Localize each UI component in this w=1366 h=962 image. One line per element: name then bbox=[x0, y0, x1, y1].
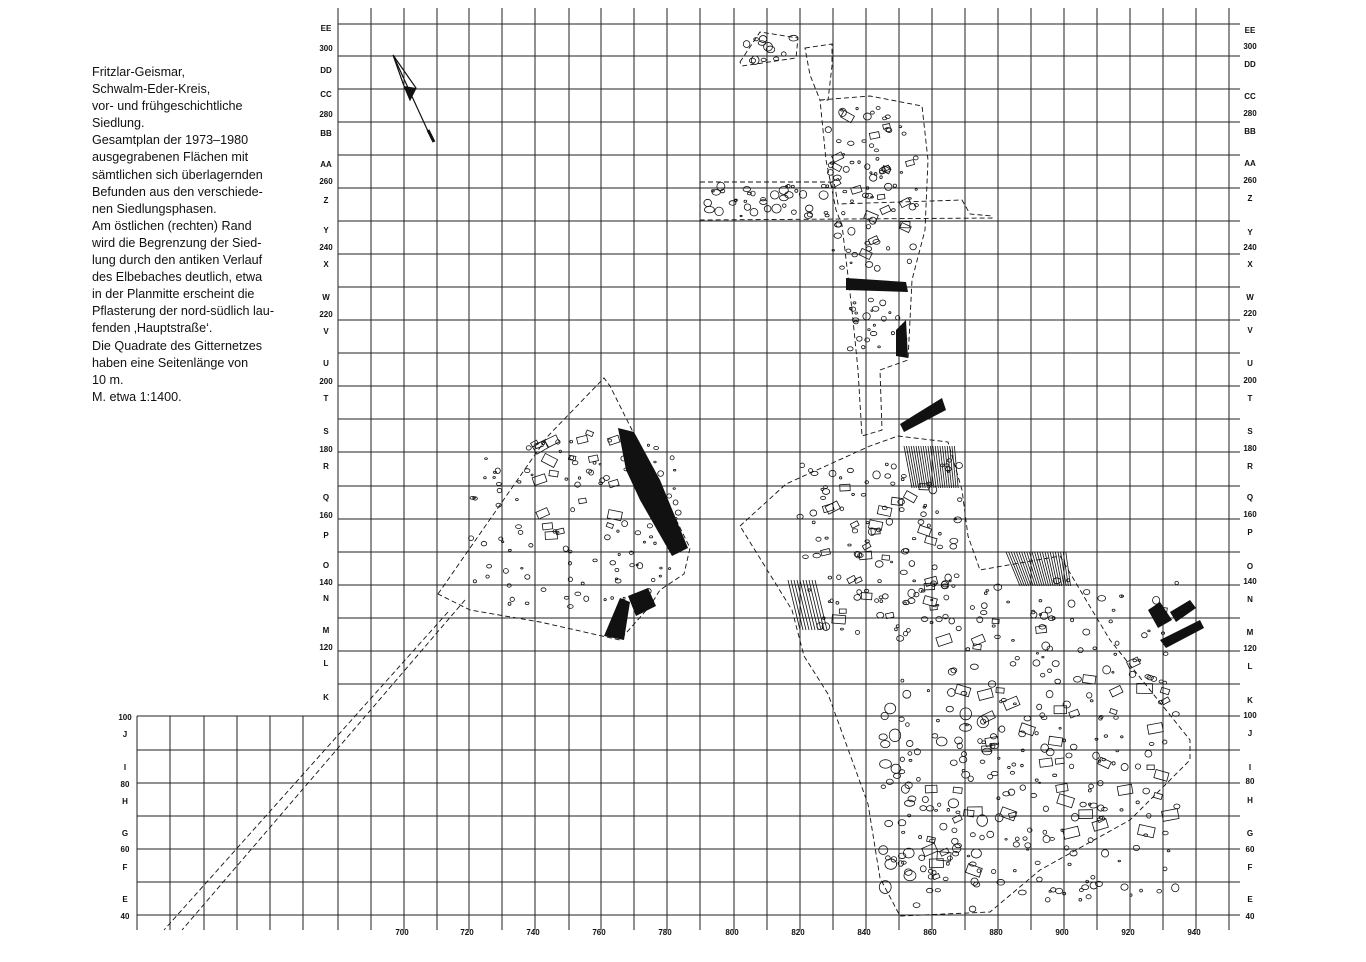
caption-line: Siedlung. bbox=[92, 116, 145, 131]
caption-line: wird die Begrenzung der Sied- bbox=[92, 235, 262, 250]
caption-line: Die Quadrate des Gitternetzes bbox=[92, 338, 263, 353]
grid-label: R bbox=[323, 462, 329, 471]
grid-label: Z bbox=[1247, 194, 1253, 203]
grid-label: Y bbox=[323, 226, 329, 235]
x-axis-label: 820 bbox=[791, 928, 805, 937]
grid-label: R bbox=[1247, 462, 1253, 471]
grid-label: X bbox=[1247, 260, 1253, 269]
grid-label: EE bbox=[320, 24, 332, 33]
grid-label: V bbox=[323, 327, 329, 336]
grid-label: J bbox=[122, 730, 128, 739]
grid-label: K bbox=[1247, 696, 1253, 705]
grid-label: 200 bbox=[1243, 376, 1257, 385]
grid-label: T bbox=[1247, 394, 1253, 403]
grid-label: U bbox=[1247, 359, 1253, 368]
grid-label: W bbox=[322, 293, 330, 302]
grid-label: 80 bbox=[120, 780, 130, 789]
grid-label: F bbox=[122, 863, 128, 872]
caption-line: des Elbebaches deutlich, etwa bbox=[92, 270, 263, 285]
caption-line: M. etwa 1:1400. bbox=[92, 389, 182, 404]
grid-label: AA bbox=[320, 160, 332, 169]
x-axis-label: 720 bbox=[460, 928, 474, 937]
grid-label: H bbox=[1247, 796, 1253, 805]
grid-label: K bbox=[323, 693, 329, 702]
caption-line: Schwalm-Eder-Kreis, bbox=[92, 82, 211, 97]
grid-label: 160 bbox=[319, 511, 333, 520]
caption-line: Pflasterung der nord-südlich lau- bbox=[92, 304, 275, 319]
grid-label: 300 bbox=[319, 44, 333, 53]
grid-label: L bbox=[1247, 662, 1253, 671]
grid-label: I bbox=[123, 763, 127, 772]
grid-label: 100 bbox=[118, 713, 132, 722]
grid-label: 40 bbox=[1245, 912, 1255, 921]
grid-label: 220 bbox=[319, 310, 333, 319]
x-axis-label: 740 bbox=[526, 928, 540, 937]
x-axis-label: 900 bbox=[1055, 928, 1069, 937]
grid-label: O bbox=[322, 561, 330, 570]
grid-label: N bbox=[1247, 595, 1253, 604]
grid-label: DD bbox=[1244, 60, 1256, 69]
grid-label: Q bbox=[322, 493, 330, 502]
grid-label: M bbox=[322, 626, 330, 635]
grid-label: 200 bbox=[319, 377, 333, 386]
grid-label: AA bbox=[1244, 159, 1256, 168]
grid-label: 280 bbox=[319, 110, 333, 119]
grid-label: J bbox=[1247, 729, 1253, 738]
grid-label: 140 bbox=[1243, 577, 1257, 586]
grid-labels bbox=[118, 24, 1257, 937]
grid-label: 40 bbox=[120, 912, 130, 921]
grid-label: V bbox=[1247, 326, 1253, 335]
caption-line: haben eine Seitenlänge von bbox=[92, 355, 249, 370]
caption-line: lung durch den antiken Verlauf bbox=[92, 253, 263, 268]
grid-label: 180 bbox=[319, 445, 333, 454]
grid-label: G bbox=[1246, 829, 1254, 838]
grid-label: Z bbox=[323, 196, 329, 205]
caption-line: ausgegrabenen Flächen mit bbox=[92, 150, 249, 165]
grid-label: CC bbox=[320, 90, 332, 99]
grid-label: S bbox=[1247, 427, 1253, 436]
grid-label: Q bbox=[1246, 493, 1254, 502]
grid-label: 220 bbox=[1243, 309, 1257, 318]
grid-label: CC bbox=[1244, 92, 1256, 101]
grid-label: 260 bbox=[319, 177, 333, 186]
x-axis-label: 700 bbox=[395, 928, 409, 937]
grid-label: 240 bbox=[319, 243, 333, 252]
grid-label: M bbox=[1246, 628, 1254, 637]
caption-line: sämtlichen sich überlagernden bbox=[92, 167, 263, 182]
grid-label: I bbox=[1248, 763, 1252, 772]
x-axis-label: 880 bbox=[989, 928, 1003, 937]
caption-line: vor- und frühgeschichtliche bbox=[92, 99, 243, 114]
x-axis-label: 860 bbox=[923, 928, 937, 937]
caption-line: nen Siedlungsphasen. bbox=[92, 201, 217, 216]
grid-label: 260 bbox=[1243, 176, 1257, 185]
grid-label: Y bbox=[1247, 228, 1253, 237]
grid-label: P bbox=[1247, 528, 1253, 537]
caption-line: Gesamtplan der 1973–1980 bbox=[92, 133, 249, 148]
grid-label: U bbox=[323, 359, 329, 368]
grid-label: BB bbox=[320, 129, 332, 138]
caption-line: fenden ‚Hauptstraße‘. bbox=[92, 321, 213, 336]
grid-label: 120 bbox=[1243, 644, 1257, 653]
grid-label: N bbox=[323, 594, 329, 603]
grid-label: E bbox=[1247, 895, 1253, 904]
coordinate-grid bbox=[137, 8, 1240, 930]
x-axis-label: 760 bbox=[592, 928, 606, 937]
grid-label: 120 bbox=[319, 643, 333, 652]
caption-line: Am östlichen (rechten) Rand bbox=[92, 218, 252, 233]
grid-label: X bbox=[323, 260, 329, 269]
grid-label: 140 bbox=[319, 578, 333, 587]
grid-label: P bbox=[323, 531, 329, 540]
grid-label: 240 bbox=[1243, 243, 1257, 252]
caption-line: in der Planmitte erscheint die bbox=[92, 287, 255, 302]
grid-label: O bbox=[1246, 562, 1254, 571]
grid-label: EE bbox=[1244, 26, 1256, 35]
grid-label: DD bbox=[320, 66, 332, 75]
grid-label: E bbox=[122, 895, 128, 904]
grid-label: 60 bbox=[120, 845, 130, 854]
grid-label: 180 bbox=[1243, 444, 1257, 453]
grid-label: F bbox=[1247, 863, 1253, 872]
grid-label: L bbox=[323, 659, 329, 668]
grid-label: W bbox=[1246, 293, 1254, 302]
north-arrow-icon bbox=[393, 55, 434, 142]
grid-label: 160 bbox=[1243, 510, 1257, 519]
grid-label: G bbox=[121, 829, 129, 838]
caption-line: 10 m. bbox=[92, 372, 124, 387]
grid-label: 60 bbox=[1245, 845, 1255, 854]
grid-label: H bbox=[122, 797, 128, 806]
grid-label: T bbox=[323, 394, 329, 403]
grid-label: BB bbox=[1244, 127, 1256, 136]
caption-line: Fritzlar-Geismar, bbox=[92, 65, 186, 79]
grid-label: 280 bbox=[1243, 109, 1257, 118]
caption-line: Befunden aus den verschiede- bbox=[92, 184, 263, 199]
x-axis-label: 940 bbox=[1187, 928, 1201, 937]
grid-label: 100 bbox=[1243, 711, 1257, 720]
grid-label: 300 bbox=[1243, 42, 1257, 51]
x-axis-label: 840 bbox=[857, 928, 871, 937]
x-axis-label: 800 bbox=[725, 928, 739, 937]
x-axis-label: 920 bbox=[1121, 928, 1135, 937]
grid-label: S bbox=[323, 427, 329, 436]
x-axis-label: 780 bbox=[658, 928, 672, 937]
grid-label: 80 bbox=[1245, 777, 1255, 786]
